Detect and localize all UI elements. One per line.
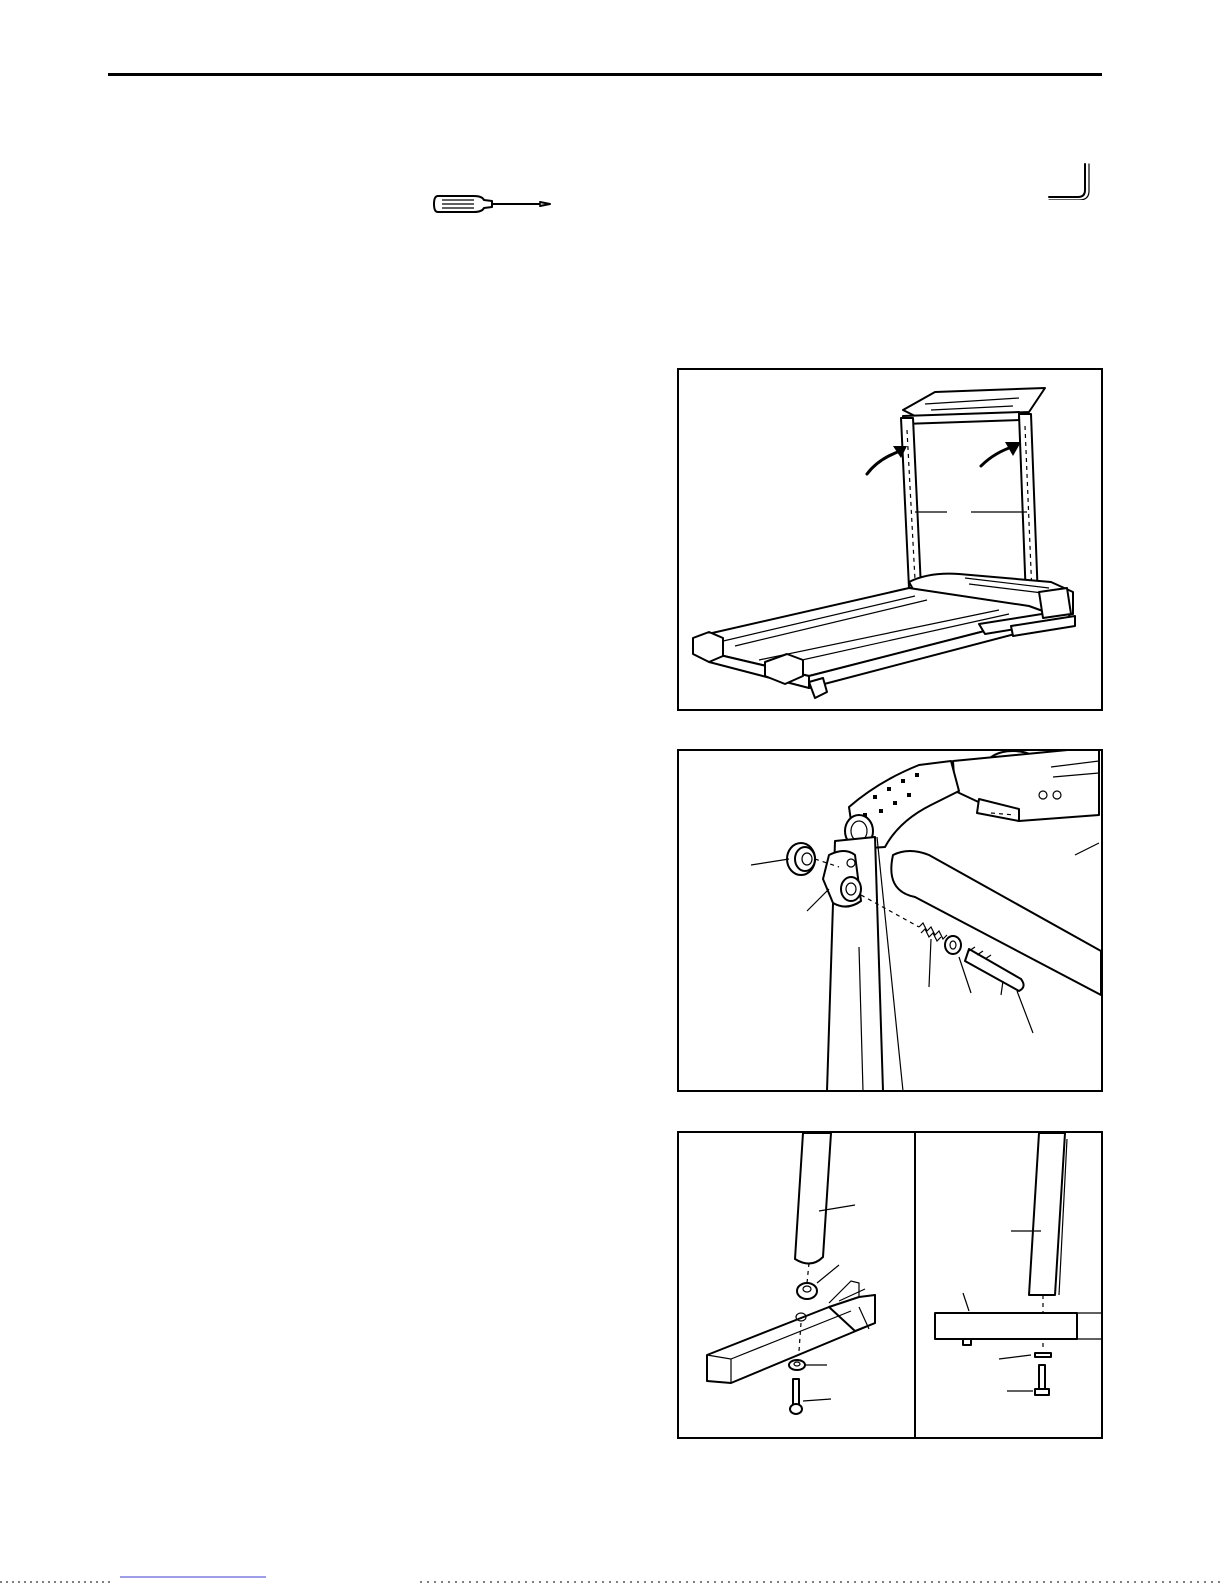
figure-upright-base-attachment [677, 1131, 1103, 1439]
figure-treadmill-uprights [677, 368, 1103, 711]
screwdriver-icon [432, 192, 556, 216]
figure-upright-pivot-hardware [677, 749, 1103, 1092]
allen-wrench-icon [1045, 160, 1095, 200]
footer-strip [0, 1570, 1225, 1585]
header-rule [108, 73, 1102, 76]
